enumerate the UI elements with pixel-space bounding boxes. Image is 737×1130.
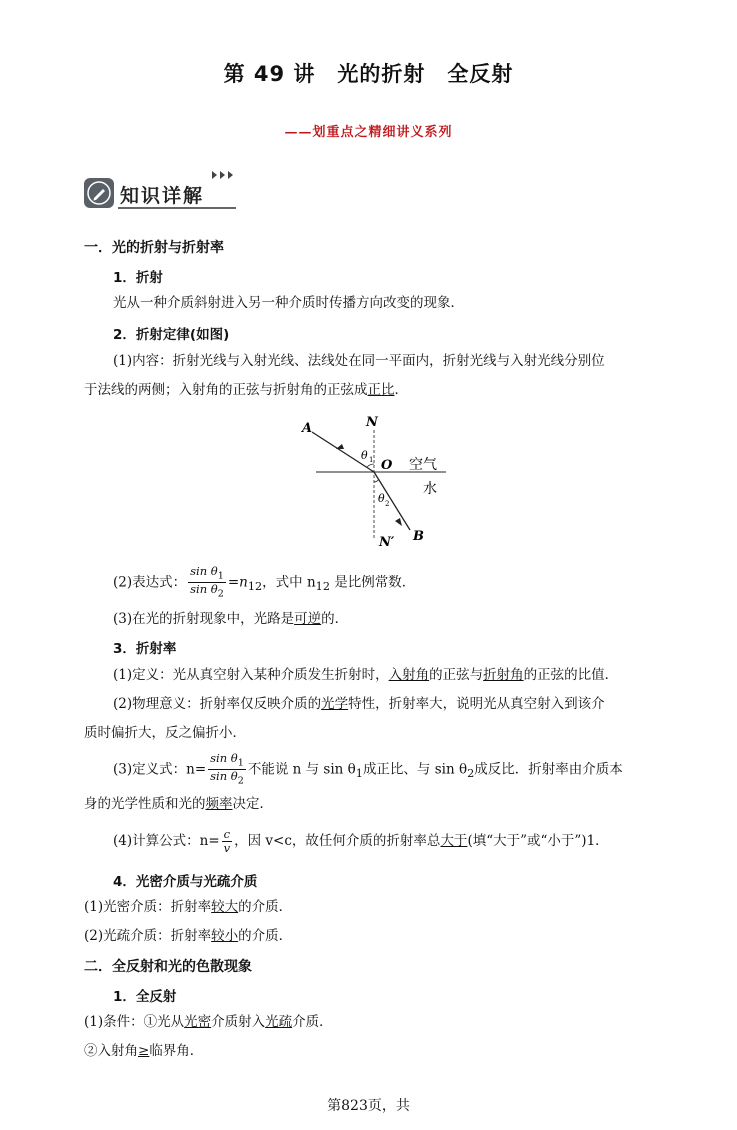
label-air: 空气 <box>409 457 437 473</box>
label-N: N <box>366 415 378 430</box>
arrows-icon <box>210 170 240 180</box>
definition-formula-line1: (3)定义式：n= $\frac{\sin \theta_1}{\sin \theta_2}$ 不能说 n 与 $\sin \theta_1$成正比、与 $\sin \theta_2$成反比．折射率由介质本 <box>113 751 623 787</box>
label-water: 水 <box>423 481 437 497</box>
reversibility-line: (3)在光的折射现象中，光路是可逆的． <box>113 611 349 627</box>
sub-heading-index: 3．折射率 <box>113 641 177 657</box>
series-subtitle: ——划重点之精细讲义系列 <box>284 125 453 140</box>
label-theta1: θ <box>361 449 368 462</box>
label-N-prime: N′ <box>379 535 395 550</box>
law-content-line1: (1)内容：折射光线与入射光线、法线处在同一平面内，折射光线与入射光线分别位 <box>113 353 605 369</box>
physical-meaning-line1: (2)物理意义：折射率仅反映介质的光学特性，折射率大，说明光从真空射入到该介 <box>113 696 605 712</box>
label-A: A <box>302 421 313 436</box>
condition-line2: ②入射角≥临界角． <box>84 1043 204 1059</box>
label-B: B <box>413 529 424 544</box>
sub-heading-law: 2．折射定律(如图) <box>113 327 230 343</box>
index-definition: (1)定义：光从真空射入某种介质发生折射时，入射角的正弦与折射角的正弦的比值． <box>113 667 619 683</box>
physical-meaning-line2: 质时偏折大，反之偏折小． <box>84 725 246 741</box>
sub-heading-media: 4．光密介质与光疏介质 <box>113 874 258 890</box>
pencil-icon <box>84 178 114 208</box>
dense-medium-line: (1)光密介质：折射率较大的介质． <box>84 899 293 915</box>
angle-arc-2 <box>374 479 379 482</box>
banner-title: 知识详解 <box>120 185 205 207</box>
section-1-heading: 一．光的折射与折射率 <box>84 240 224 256</box>
angle-arc-1 <box>367 464 374 467</box>
section-2-heading: 二．全反射和光的色散现象 <box>84 959 252 975</box>
banner-underline <box>118 207 236 209</box>
page-number: 第823页，共 <box>327 1098 410 1114</box>
section-banner <box>84 176 244 212</box>
refraction-diagram <box>298 410 456 553</box>
sub-heading-refraction: 1．折射 <box>113 270 163 286</box>
law-content-line2: 于法线的两侧；入射角的正弦与折射角的正弦成正比． <box>84 382 408 398</box>
sparse-medium-line: (2)光疏介质：折射率较小的介质． <box>84 928 293 944</box>
sub-heading-total-reflection: 1．全反射 <box>113 989 177 1005</box>
law-expression: (2)表达式： $\frac{\sin \theta_1}{\sin \theta_2}$ $=n_{12}$，式中 $n_{12}$ 是比例常数． <box>113 564 416 600</box>
sine-ratio-fraction: $\frac{\sin \theta_1}{\sin \theta_2}$ <box>190 564 224 600</box>
incident-arrow <box>336 444 344 449</box>
condition-line1: (1)条件：①光从光密介质射入光疏介质． <box>84 1014 333 1030</box>
label-theta1-sub: 1 <box>369 456 374 464</box>
refracted-arrow <box>395 518 402 526</box>
label-theta2-sub: 2 <box>385 500 390 508</box>
label-theta2: θ <box>378 492 385 505</box>
definition-fraction: $\frac{\sin \theta_1}{\sin \theta_2}$ <box>210 751 244 787</box>
calc-formula: (4)计算公式：n= $\frac{c}{v}$ ，因 v<c，故任何介质的折射率总大于(填“大于”或“小于”)1． <box>113 827 609 855</box>
definition-formula-line2: 身的光学性质和光的频率决定． <box>84 796 273 812</box>
refraction-definition: 光从一种介质斜射进入另一种介质时传播方向改变的现象． <box>113 295 464 311</box>
label-O: O <box>381 458 393 473</box>
c-over-v-fraction: $\frac{c}{v}$ <box>223 827 231 855</box>
page-title: 第 49 讲 光的折射 全反射 <box>223 62 514 86</box>
